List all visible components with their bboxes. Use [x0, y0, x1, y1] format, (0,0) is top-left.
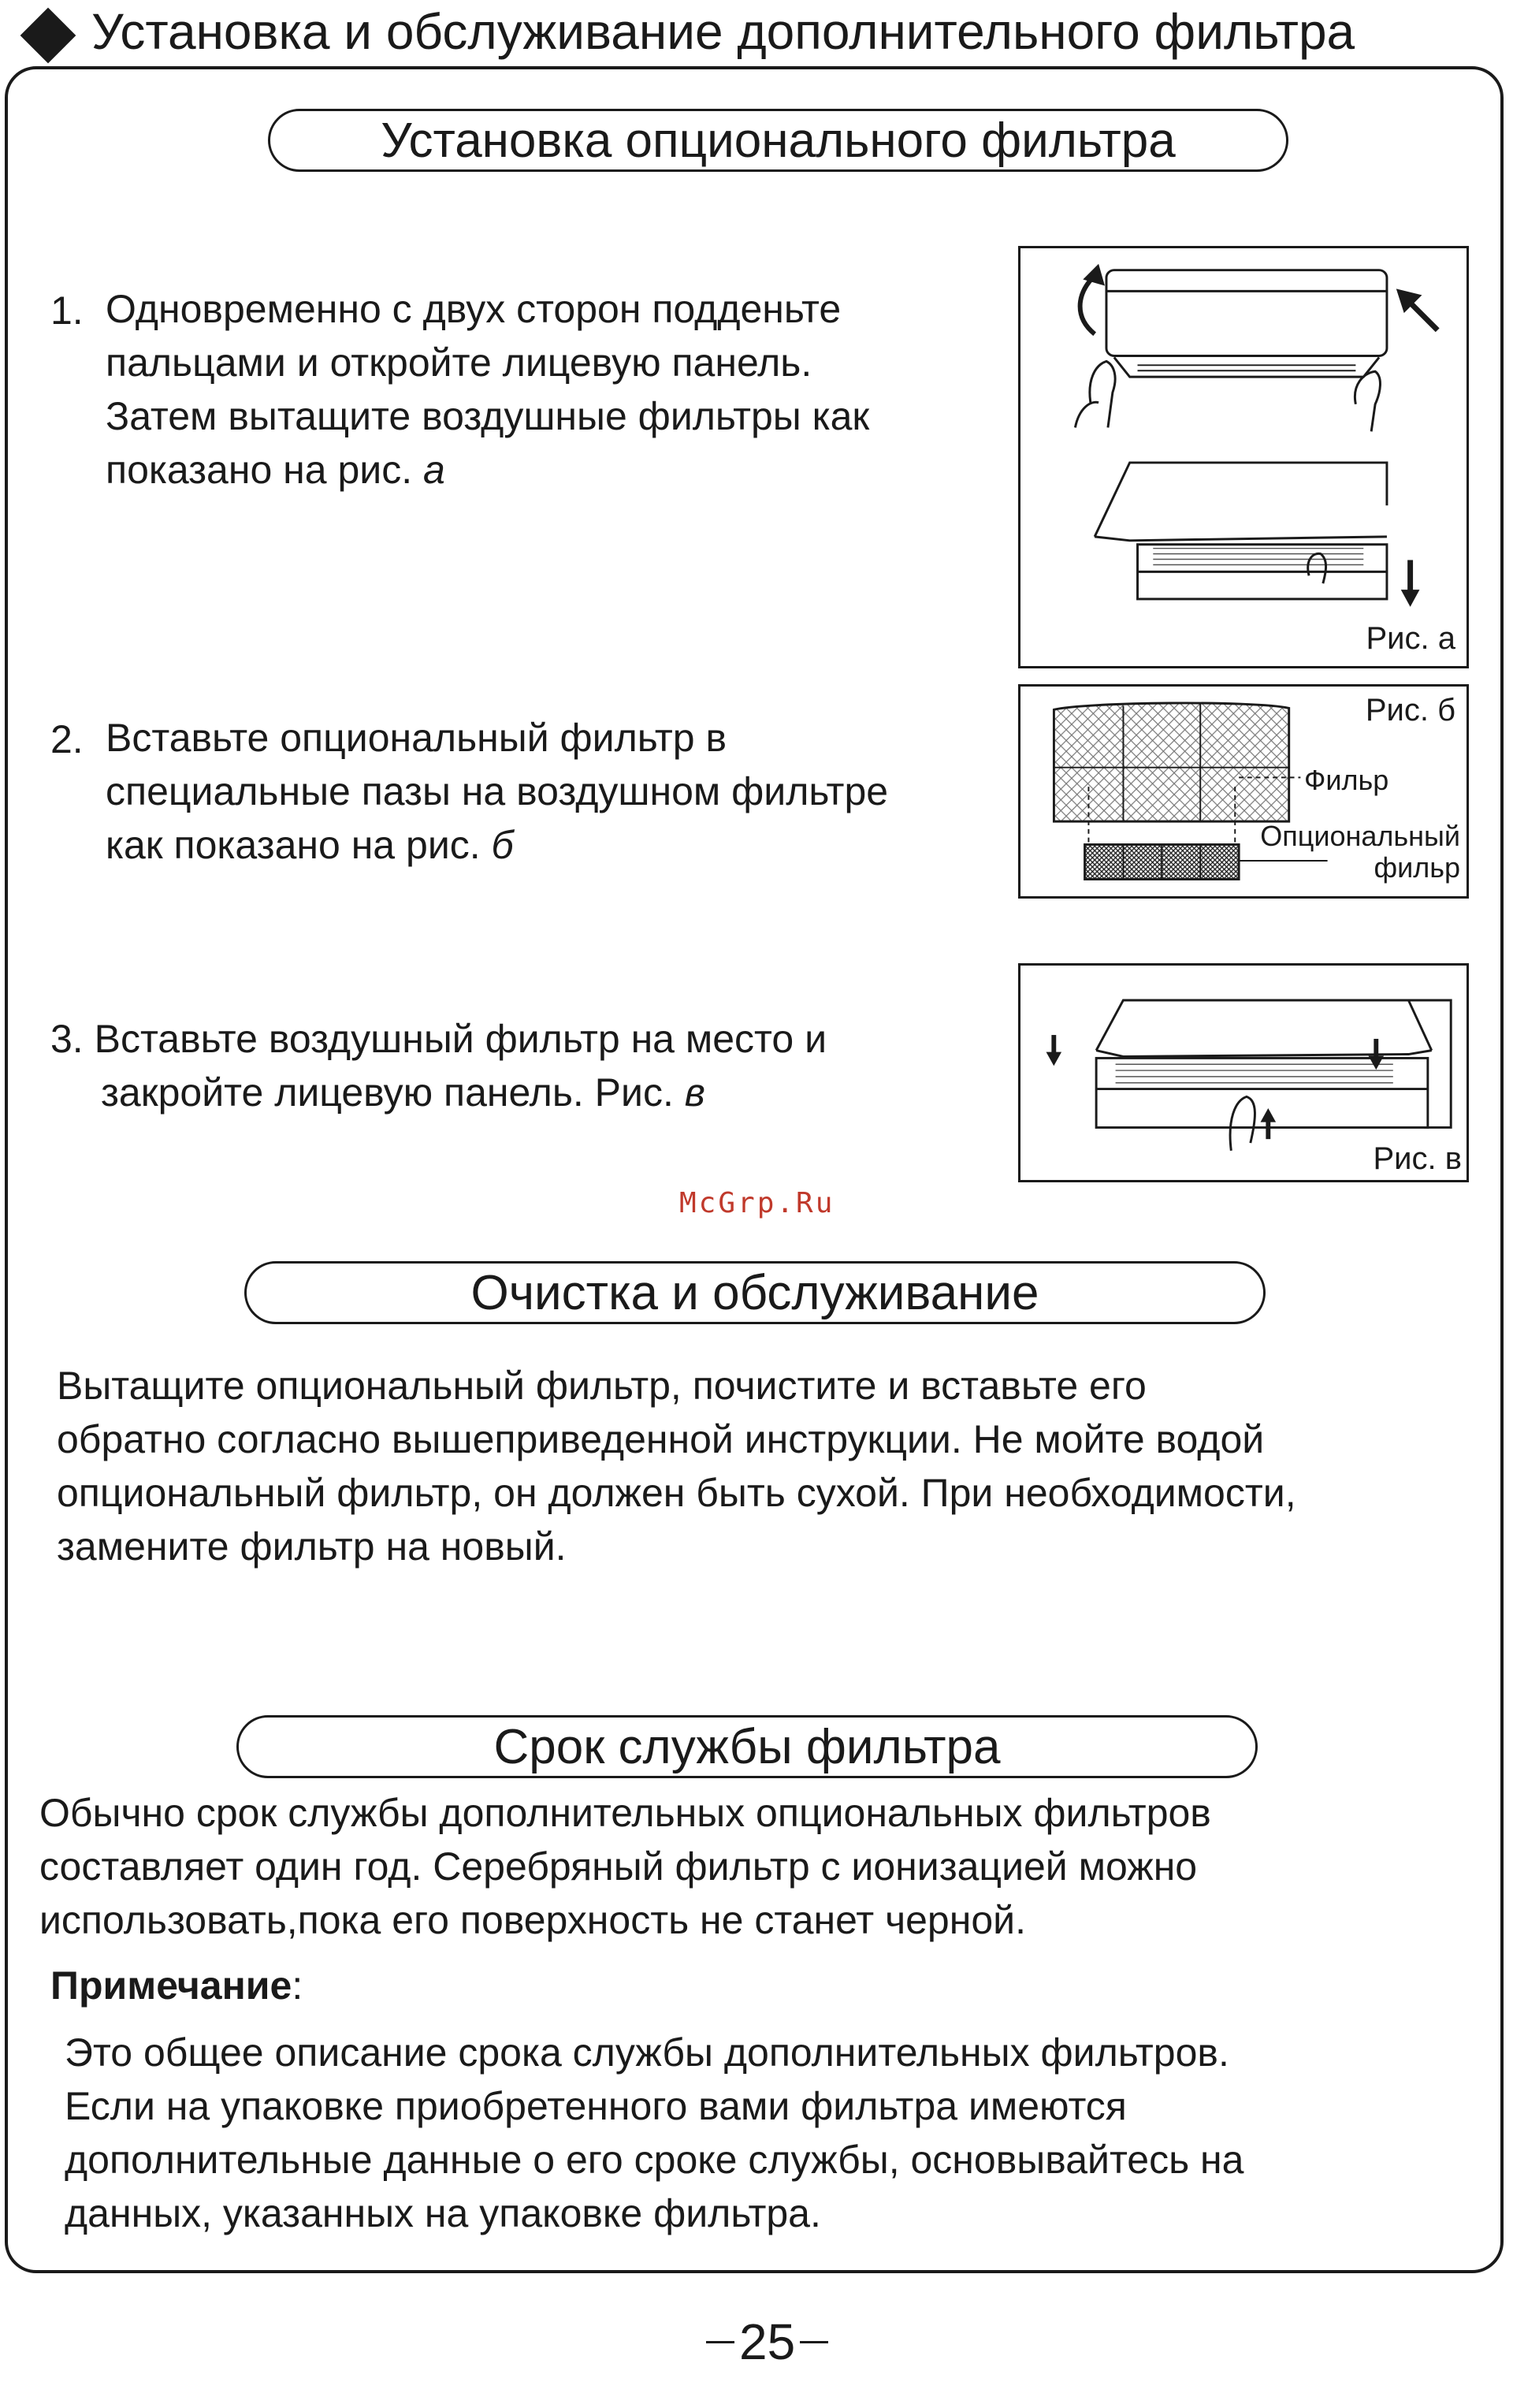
lifetime-heading	[236, 1715, 1258, 1778]
step-2-line: Вставьте опциональный фильтр в	[106, 716, 727, 760]
figure-b-optional-line: фильр	[1374, 851, 1460, 884]
step-1-text	[106, 282, 869, 497]
lifetime-paragraph	[39, 1786, 1211, 1947]
step-3-text	[50, 1012, 827, 1119]
figure-b-label: Рис. б	[1365, 693, 1455, 728]
figure-a-label: Рис. а	[1366, 621, 1455, 656]
install-heading	[268, 109, 1288, 172]
step-3-line: закройте лицевую панель. Рис.	[101, 1070, 674, 1115]
cleaning-paragraph	[57, 1359, 1296, 1573]
page-title	[17, 0, 1355, 63]
cleaning-heading	[244, 1261, 1266, 1324]
lifetime-line: составляет один год. Серебряный фильтр с ионизацией можно	[39, 1844, 1198, 1889]
step-1-line: Одновременно с двух сторон подденьте	[106, 287, 842, 331]
note-line: Если на упаковке приобретенного вами фильтра имеются	[65, 2084, 1127, 2128]
page-number-text: 25	[739, 2313, 796, 2370]
step-1-number: 1.	[50, 288, 84, 333]
step-3-figure-ref: в	[684, 1070, 705, 1115]
step-2-number: 2.	[50, 717, 84, 761]
step-1-line: Затем вытащите воздушные фильтры как	[106, 394, 870, 438]
cleaning-line: замените фильтр на новый.	[57, 1524, 567, 1569]
step-2-line: специальные пазы на воздушном фильтре	[106, 769, 889, 813]
step-1-line: пальцами и откройте лицевую панель.	[106, 341, 812, 385]
step-1-figure-ref: а	[423, 448, 445, 492]
dash-right	[800, 2341, 828, 2343]
note-line: данных, указанных на упаковке фильтра.	[65, 2191, 821, 2235]
install-heading-text: Установка опционального фильтра	[381, 113, 1176, 168]
step-3-number: 3.	[50, 1017, 84, 1061]
page-number	[701, 2313, 833, 2371]
step-2-figure-ref: б	[491, 823, 514, 867]
page-title-text: Установка и обслуживание дополнительного фильтра	[91, 3, 1355, 60]
dash-left	[706, 2341, 734, 2343]
step-2-text	[106, 711, 888, 872]
figure-a-illustration	[1020, 248, 1467, 666]
note-colon: :	[292, 1963, 303, 2008]
watermark-text: McGrp.Ru	[679, 1187, 835, 1219]
figure-b-filter-label: Фильр	[1304, 764, 1389, 796]
figure-b-optional-filter-label	[1260, 821, 1460, 884]
note-title: Примечание	[50, 1963, 292, 2008]
step-2-line: как показано на рис.	[106, 823, 481, 867]
figure-c	[1018, 963, 1469, 1182]
note-line: дополнительные данные о его сроке службы, основывайтесь на	[65, 2138, 1244, 2182]
figure-a	[1018, 246, 1469, 668]
figure-b-optional-line: Опциональный	[1260, 820, 1460, 852]
lifetime-line: использовать,пока его поверхность не станет черной.	[39, 1898, 1026, 1942]
cleaning-line: Вытащите опциональный фильтр, почистите и вставьте его	[57, 1364, 1147, 1408]
lifetime-line: Обычно срок службы дополнительных опциональных фильтров	[39, 1791, 1211, 1835]
cleaning-line: обратно согласно вышеприведенной инструкции. Не мойте водой	[57, 1417, 1265, 1461]
cleaning-heading-text: Очистка и обслуживание	[470, 1265, 1039, 1320]
step-1-line: показано на рис.	[106, 448, 413, 492]
cleaning-line: опциональный фильтр, он должен быть сухой. При необходимости,	[57, 1471, 1296, 1515]
figure-b	[1018, 684, 1469, 899]
diamond-bullet-icon	[20, 8, 76, 64]
note-heading	[50, 1963, 303, 2008]
note-paragraph	[65, 2026, 1243, 2240]
figure-c-label: Рис. в	[1373, 1141, 1462, 1176]
step-3-line: Вставьте воздушный фильтр на место и	[94, 1017, 827, 1061]
note-line: Это общее описание срока службы дополнительных фильтров.	[65, 2030, 1229, 2075]
lifetime-heading-text: Срок службы фильтра	[493, 1719, 1001, 1774]
